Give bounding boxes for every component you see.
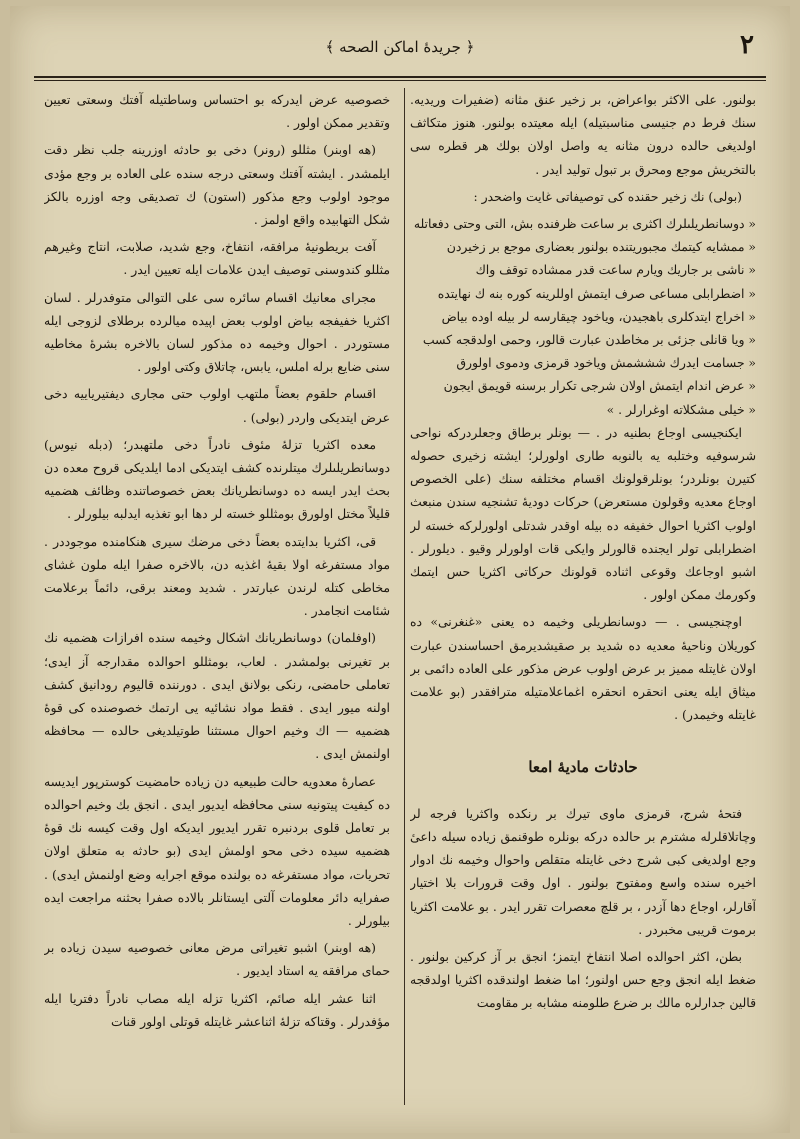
paragraph: (بولى) نك زخير حقنده كى توصيفاتى غايت واضحدر :: [473, 188, 742, 204]
quote-line: « جسامت ايدرك شششمش وياخود قرمزى ودموى اولورق: [456, 355, 756, 371]
quote-line: « اخراج ايتدكلرى باهجيدن، وياخود چيقارسه لر بيله اوده بياض: [441, 308, 756, 324]
paragraph: اقسام حلقوم بعضاً ملتهب اولوب حتى مجارى ديفتيرياييه دخى عرض ايتديكى واردر (بولى) .: [44, 386, 390, 425]
paragraph: بولنور. على الاكثر بواعراض، بر زخير عنق مثانه (ضفيرات وريديه. سنك فرط دم جنيسى مناسبتيله) ايله معيتده بولنور. هنوز متكاثف اولديغى حالده درون مثانه يه واصل اولان بولك هر قطره سى بالتخريش موجع ومحرق بر تبول توليد ايدر .: [410, 92, 756, 177]
paragraph: اوچنجيسى . — دوسانطريلى وخيمه ده يعنى «غنغرنى» ده كوريلان وناحيهٔ معديه ده شديد بر صقيشديرمق احساسندن عبارت اولان غايتله مميز بر عرض اولوب عرض مذكور على العاده دائمى بر ميثاق ايله يعنى انحقره انحقره اغماعلامتيله مترافقدر (بو علامت غايتله وخيمدر) .: [410, 614, 756, 723]
quote-line: « اضطرابلى مساعى صرف ايتمش اوللرينه كوره بنه ك نهايتده: [437, 285, 756, 301]
paragraph: معده اكثريا تزلهٔ مئوف نادراً دخى ملتهبدر؛ (دبله نيوس) دوسانطريلىلرك ميتلرنده كشف ايتديكى ادما ايلديكى قروح معده دن بحث ايدر ايسه ده دوسانطريانك بعض خصوصاتنده وظائف هضميه قليلاً مختل اولورق بومثللو خسته لر دها ابو تغذيه ايدلبه بيلورلر .: [44, 436, 390, 522]
running-title: ﴿ جريدهٔ اماكن الصحه ﴾: [325, 38, 475, 56]
paragraph: مجراى معانيك اقسام سائره سى على التوالى متوفدرلر . لسان اكثريا خفيفجه بياض اولوب بعض اپيده ميالرده برطلاى لزوجى ايله مستوردر . احوال وخيمه ده مذكور لسان بالاخره بشرهٔ مخاطيه سنى ضايع برله املس، يابس، چاتلاق وكتى اولور .: [44, 289, 390, 375]
section-heading: حادثات ماديهٔ امعا: [528, 758, 638, 777]
paragraph: فتحهٔ شرج، قرمزى ماوى تيرك بر رنكده واكثريا فرجه لر وچاتلاقلرله مشترم بر حالده دركه بونلره طوقنمق زياده سيله داعىٔ وجع اولديغى كبى شرج دخى غايتله متقلص واحوال وخيمه نك ادوار اخيره سنده واسع ومفتوح بولنور . اول وقت قرورات بلا اختيار آقارلر، اوجاع دها آزدر ، بر قلچ معصرات تقرر ايدر . بو علامت اكثريا برموت قريبى مخبردر .: [410, 805, 756, 937]
paragraph: عصارهٔ معدويه حالت طبيعيه دن زياده حامضيت كوسترپور ايديسه ده كيفيت پيتونيه سنى محافظه ايديور ايدى . انجق بك وخيم احوالده بر تعامل قلوى بردنبره تقرر ايديور ايديكه اول وقت كيسه نك قوهٔ هضميه سيده دخى محو اولمش ايدى (بو حادثه به متعلق اولان تحريات، مواد مستفرغه ده بولنده موقع اجرايه وضع اولنمش ايدى) . صفرايه دائر معلومات آلتى ايستانلر بالاده صفرا بحثنه مراجعت ايده بيلورلر .: [44, 773, 390, 928]
header-rule: [34, 76, 766, 81]
quotation-block: [410, 212, 756, 421]
quote-line: « ناشى بر جاريك ويارم ساعت قدر ممشاده توقف واك: [475, 262, 756, 278]
newspaper-page: [10, 6, 790, 1133]
paragraph: (اوفلمان) دوسانطريانك اشكال وخيمه سنده افرازات هضميه نك بر تغيرنى بولمشدر . لعاب، بومثللو احوالده مقدارجه آز ايدى؛ تعاملى حامضى، رنكى بولانق ايدى . دورننده قاليوم رودانيق كشف اولنه ميور ايدى . فقط مواد نشائيه يى ارتمك خصوصنده كى قوهٔ هضميه — اك وخيم احوال مستثنا طوتيلديغى حالده — محافظه اولنمش ايدى .: [44, 630, 390, 762]
left-column: [44, 88, 390, 1105]
quote-line: « ويا قانلى جزئى بر مخاطدن عبارت قالور، وحمى اولدقجه كسب: [422, 332, 756, 348]
quote-line: « خيلى مشكلاته اوغرارلر . »: [606, 401, 756, 417]
paragraph: (هه اوبنر) اشبو تغيراتى مرض معانى خصوصيه سيدن زياده بر حماى مرافقه يه استاد ايديور .: [44, 940, 390, 979]
quote-line: « ممشايه كيتمك مجبوريتنده بولنور بعضارى موجع بر زخيردن: [446, 239, 756, 255]
paragraph: بطن، اكثر احوالده اصلا انتفاخ ايتمز؛ انجق بر آز كركين بولنور . ضغط ايله انجق وجع حس اولنور؛ اما ضغط اولندقده اكثريا اولدقجه قالين جدارلره مالك بر ضرع طلومنه مشابه بر مقاومت: [410, 948, 756, 1011]
paragraph: قى، اكثريا بدايتده بعضاً دخى مرضك سيرى هنكامنده موجوددر . مواد مستفرغه اولا بقيهٔ اغذيه دن، بالاخره صفرا ايله ملون غشاى مخاطى كتله لرندن عبارتدر . شديد ومعند برقى، دائماً برعلامت شئامت انجامدر .: [44, 533, 390, 619]
paragraph: آفت بريطونيهٔ مرافقه، انتفاخ، وجع شديد، صلابت، انتاج وغيرهم مثللو كندوسنى توصيف ايدن علامات ايله تعيين ايدر .: [44, 239, 390, 278]
paragraph: ايكنجيسى اوجاع بطنيه در . — بونلر برطاق وجعلردركه نواحى شرسوفيه وختلبه يه بالنوبه طارى اولورلر؛ ايشته زخيرى حصوله كتيرن بونلردر؛ بونلرقولونك اقسام مختلفه سنك (على الخصوص اوجاع معديه وقولون مستعرض) حركات دوديهٔ تشنجيه سندن منبعث اولوب اكثريا احوال خفيفه ده بيله اوقدر شدتلى اولورلركه خسته لر اضطرابلى تولر ايجنده قالورلر وايكى قات اولورلر وقيو . ديلورلر . اشبو اوجاعك وقوعى اثناده قولونك حركاتى اكثريا حس ايتمك وكورمك ممكن اولور .: [410, 424, 756, 603]
paragraph: اثنا عشر ايله صائم، اكثريا تزله ايله مصاب نادراً دفتريا ايله مؤفدرلر . وقتاكه تزلهٔ اثناعشر غايتله قوتلى اولور قنات: [44, 990, 390, 1029]
paragraph: خصوصيه عرض ايدركه بو احتساس وساطتيله آفتك وسعتى تعيين وتقدير ممكن اولور .: [44, 92, 390, 131]
quote-line: « دوسانطريلىلرك اكثرى بر ساعت ظرفنده بش، التى وحتى دفعاتله: [413, 216, 756, 232]
page-header: [40, 28, 760, 72]
paragraph: (هه اوبنر) مثللو (رونر) دخى بو حادثه اوزرينه جلب نظر دقت ايلمشدر . ايشته آفتك وسعتى درجه سنده على العاده بر وجع مؤدى موجود اولوب وجع مذكور (استون) ك تصديقى وجه اوزره بالكز شكل التهابيده واقع اولمز .: [44, 142, 390, 228]
right-column: [410, 88, 756, 1105]
column-divider: [404, 88, 405, 1105]
page-number: ٢: [740, 30, 754, 60]
quote-line: « عرض اندام ايتمش اولان شرجى تكرار برسنه قويمق ايجون: [443, 378, 756, 394]
